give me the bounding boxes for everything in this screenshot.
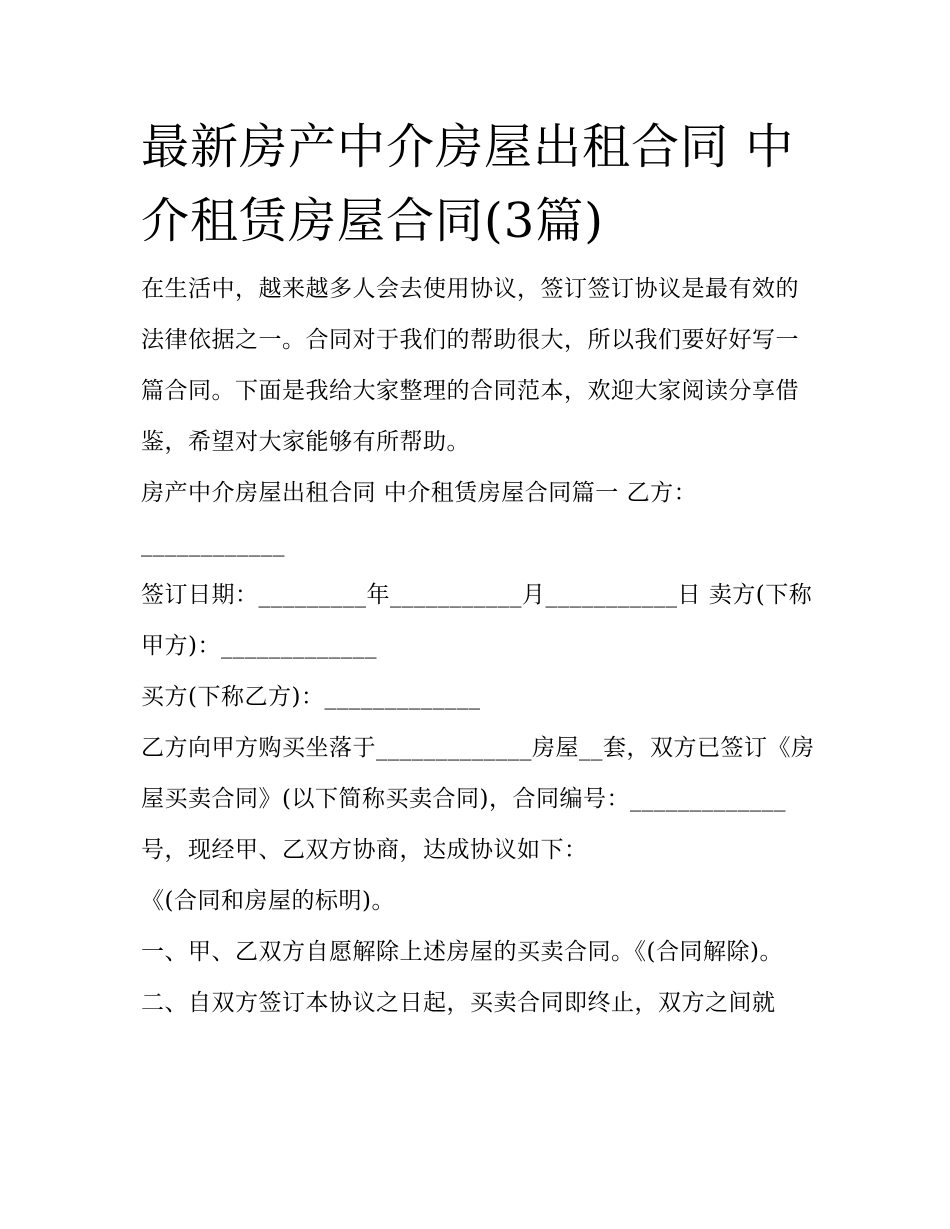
contract-house-note: 《(合同和房屋的标明)。	[141, 888, 395, 914]
document-title: 最新房产中介房屋出租合同 中介租赁房屋合同(3篇)	[141, 119, 795, 249]
intro-paragraph: 在生活中，越来越多人会去使用协议，签订签订协议是最有效的法律依据之一。合同对于我们的帮助很大，所以我们要好好写一篇合同。下面是我给大家整理的合同范本，欢迎大家阅读分享借鉴，希望对大家能够有所帮助。	[141, 276, 799, 455]
purchase-clause: 乙方向甲方购买坐落于_____________房屋__套，双方已签订《房屋买卖合同》(以下简称买卖合同)，合同编号：_____________号，现经甲、乙双方协商，达成协议如下：	[141, 735, 815, 863]
contract-heading-party-b: 房产中介房屋出租合同 中介租赁房屋合同篇一 乙方：____________	[141, 480, 698, 557]
clause-one: 一、甲、乙双方自愿解除上述房屋的买卖合同。《(合同解除)。	[141, 939, 783, 965]
clause-two: 二、自双方签订本协议之日起，买卖合同即终止，双方之间就	[141, 990, 776, 1016]
buyer-line: 买方(下称乙方)：_____________	[141, 684, 481, 710]
document-page	[141, 110, 821, 1029]
signing-date-seller-line: 签订日期：_________年___________月___________日 卖方(下称甲方)：_____________	[141, 582, 813, 659]
